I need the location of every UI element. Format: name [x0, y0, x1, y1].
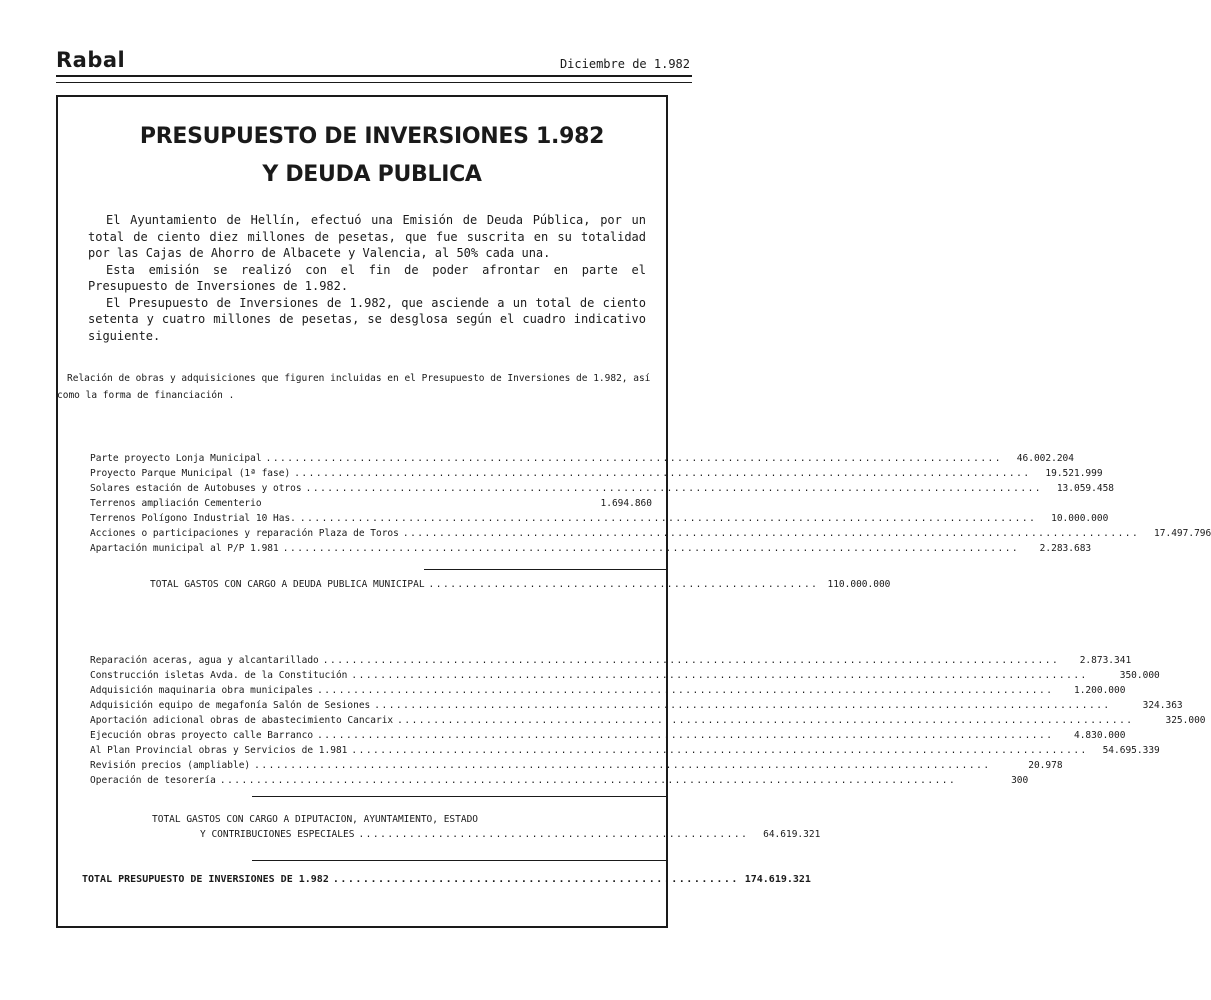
list-item: Adquisición equipo de megafonía Salón de Sesiones ...................................................................................................... 324.363 [90, 700, 1183, 711]
item-label: Revisión precios (ampliable) [90, 760, 251, 771]
relacion-text [57, 370, 697, 404]
item-label: Parte proyecto Lonja Municipal [90, 453, 262, 464]
item-amount: 54.695.339 [1102, 745, 1160, 756]
list-item: Revisión precios (ampliable) ...................................................................................................... 20.978 [90, 760, 1063, 771]
relacion-line: como la forma de financiación . [57, 390, 235, 401]
item-amount: 300 [1011, 775, 1029, 786]
intro-paragraph: El Presupuesto de Inversiones de 1.982, que asciende a un total de ciento setenta y cuatro millones de pesetas, se desglosa según el cuadro indicativo siguiente. [88, 295, 646, 343]
relacion-line: Relación de obras y adquisiciones que figuren incluidas en el Presupuesto de Inversiones de 1.982, así [67, 373, 651, 384]
masthead-date: Diciembre de 1.982 [559, 57, 690, 71]
total-presupuesto: TOTAL PRESUPUESTO DE INVERSIONES DE 1.982 ...................................................... 174.619.321 [82, 874, 811, 885]
item-amount: 10.000.000 [1051, 513, 1109, 524]
otros-items-list [90, 653, 1206, 788]
item-amount: 4.830.000 [1073, 730, 1126, 741]
item-label: Adquisición equipo de megafonía Salón de Sesiones [90, 700, 371, 711]
item-amount: 20.978 [1028, 760, 1063, 771]
list-item [90, 496, 652, 511]
list-item: Aportación adicional obras de abastecimiento Cancarix ...................................................................................................... 325.000 [90, 715, 1206, 726]
item-amount: 46.002.204 [1016, 453, 1074, 464]
total-presupuesto-amount: 174.619.321 [744, 874, 811, 885]
list-item: Construcción isletas Avda. de la Constitución ...................................................................................................... 350.000 [90, 670, 1160, 681]
item-label: Operación de tesorería [90, 775, 216, 786]
masthead-rule-thick [56, 75, 692, 77]
item-amount: 1.694.860 [600, 498, 652, 509]
item-amount: 13.059.458 [1056, 483, 1115, 494]
item-label: Aportación adicional obras de abastecimiento Cancarix [90, 715, 394, 726]
subtotal-rule [424, 569, 666, 570]
intro-paragraph: El Ayuntamiento de Hellín, efectuó una Emisión de Deuda Pública, por un total de ciento diez millones de pesetas, que fue suscrita en su totalidad por las Cajas de Ahorro de Albacete y Valencia, al 50% cada una. [88, 213, 646, 260]
list-item: Terrenos Polígono Industrial 10 Has. ...................................................................................................... 10.000.000 [90, 513, 1109, 524]
item-amount: 324.363 [1142, 700, 1183, 711]
total-presupuesto-label: TOTAL PRESUPUESTO DE INVERSIONES DE 1.982 [82, 874, 329, 885]
list-item: Acciones o participaciones y reparación Plaza de Toros ...................................................................................................... 17.497.796 [90, 528, 1211, 539]
total-otros: TOTAL GASTOS CON CARGO A DIPUTACION, AYUNTAMIENTO, ESTADO Y CONTRIBUCIONES ESPECIALES ...................................................... 64.619.321 [152, 814, 821, 840]
total-otros-label-line1: TOTAL GASTOS CON CARGO A DIPUTACION, AYUNTAMIENTO, ESTADO [152, 814, 479, 825]
total-deuda: TOTAL GASTOS CON CARGO A DEUDA PUBLICA MUNICIPAL ...................................................... 110.000.000 [150, 579, 891, 590]
item-amount: 2.873.341 [1079, 655, 1132, 666]
item-label: Terrenos ampliación Cementerio [90, 498, 262, 509]
list-item: Ejecución obras proyecto calle Barranco ...................................................................................................... 4.830.000 [90, 730, 1126, 741]
masthead-rule-thin [56, 82, 692, 83]
item-label: Reparación aceras, agua y alcantarillado [90, 655, 319, 666]
item-label: Acciones o participaciones y reparación Plaza de Toros [90, 528, 399, 539]
total-deuda-amount: 110.000.000 [827, 579, 891, 590]
list-item: Parte proyecto Lonja Municipal ...................................................................................................... 46.002.204 [90, 453, 1074, 464]
list-item: Solares estación de Autobuses y otros ...................................................................................................... 13.059.458 [90, 483, 1115, 494]
item-amount: 350.000 [1119, 670, 1160, 681]
item-label: Al Plan Provincial obras y Servicios de 1.981 [90, 745, 348, 756]
intro-paragraph: Esta emisión se realizó con el fin de poder afrontar en parte el Presupuesto de Inversiones de 1.982. [88, 262, 646, 293]
item-amount: 325.000 [1165, 715, 1206, 726]
intro-text [88, 212, 646, 344]
list-item: Al Plan Provincial obras y Servicios de 1.981 ...................................................................................................... 54.695.339 [90, 745, 1160, 756]
total-otros-amount: 64.619.321 [763, 829, 821, 840]
list-item: Proyecto Parque Municipal (1ª fase) ...................................................................................................... 19.521.999 [90, 468, 1103, 479]
item-label: Terrenos Polígono Industrial 10 Has. [90, 513, 296, 524]
masthead-logo: Rabal [56, 48, 126, 72]
total-otros-label-line2: Y CONTRIBUCIONES ESPECIALES [200, 829, 355, 840]
article-subtitle: Y DEUDA PUBLICA [262, 162, 482, 187]
list-item: Operación de tesorería ...................................................................................................... 300 [90, 775, 1029, 786]
deuda-items-list [90, 451, 1211, 556]
item-label: Apartación municipal al P/P 1.981 [90, 543, 279, 554]
item-label: Ejecución obras proyecto calle Barranco [90, 730, 314, 741]
list-item: Adquisición maquinaria obra municipales ...................................................................................................... 1.200.000 [90, 685, 1126, 696]
article-title: PRESUPUESTO DE INVERSIONES 1.982 [139, 124, 605, 149]
grand-total-rule [252, 860, 666, 861]
item-label: Adquisición maquinaria obra municipales [90, 685, 314, 696]
item-amount: 1.200.000 [1073, 685, 1126, 696]
item-label: Solares estación de Autobuses y otros [90, 483, 302, 494]
item-amount: 19.521.999 [1045, 468, 1103, 479]
list-item: Reparación aceras, agua y alcantarillado ...................................................................................................... 2.873.341 [90, 655, 1132, 666]
item-amount: 17.497.796 [1154, 528, 1211, 539]
total-deuda-label: TOTAL GASTOS CON CARGO A DEUDA PUBLICA MUNICIPAL [150, 579, 425, 590]
list-item: Apartación municipal al P/P 1.981 ...................................................................................................... 2.283.683 [90, 543, 1092, 554]
item-label: Construcción isletas Avda. de la Constitución [90, 670, 348, 681]
subtotal-rule [252, 796, 666, 797]
item-amount: 2.283.683 [1039, 543, 1092, 554]
item-label: Proyecto Parque Municipal (1ª fase) [90, 468, 291, 479]
